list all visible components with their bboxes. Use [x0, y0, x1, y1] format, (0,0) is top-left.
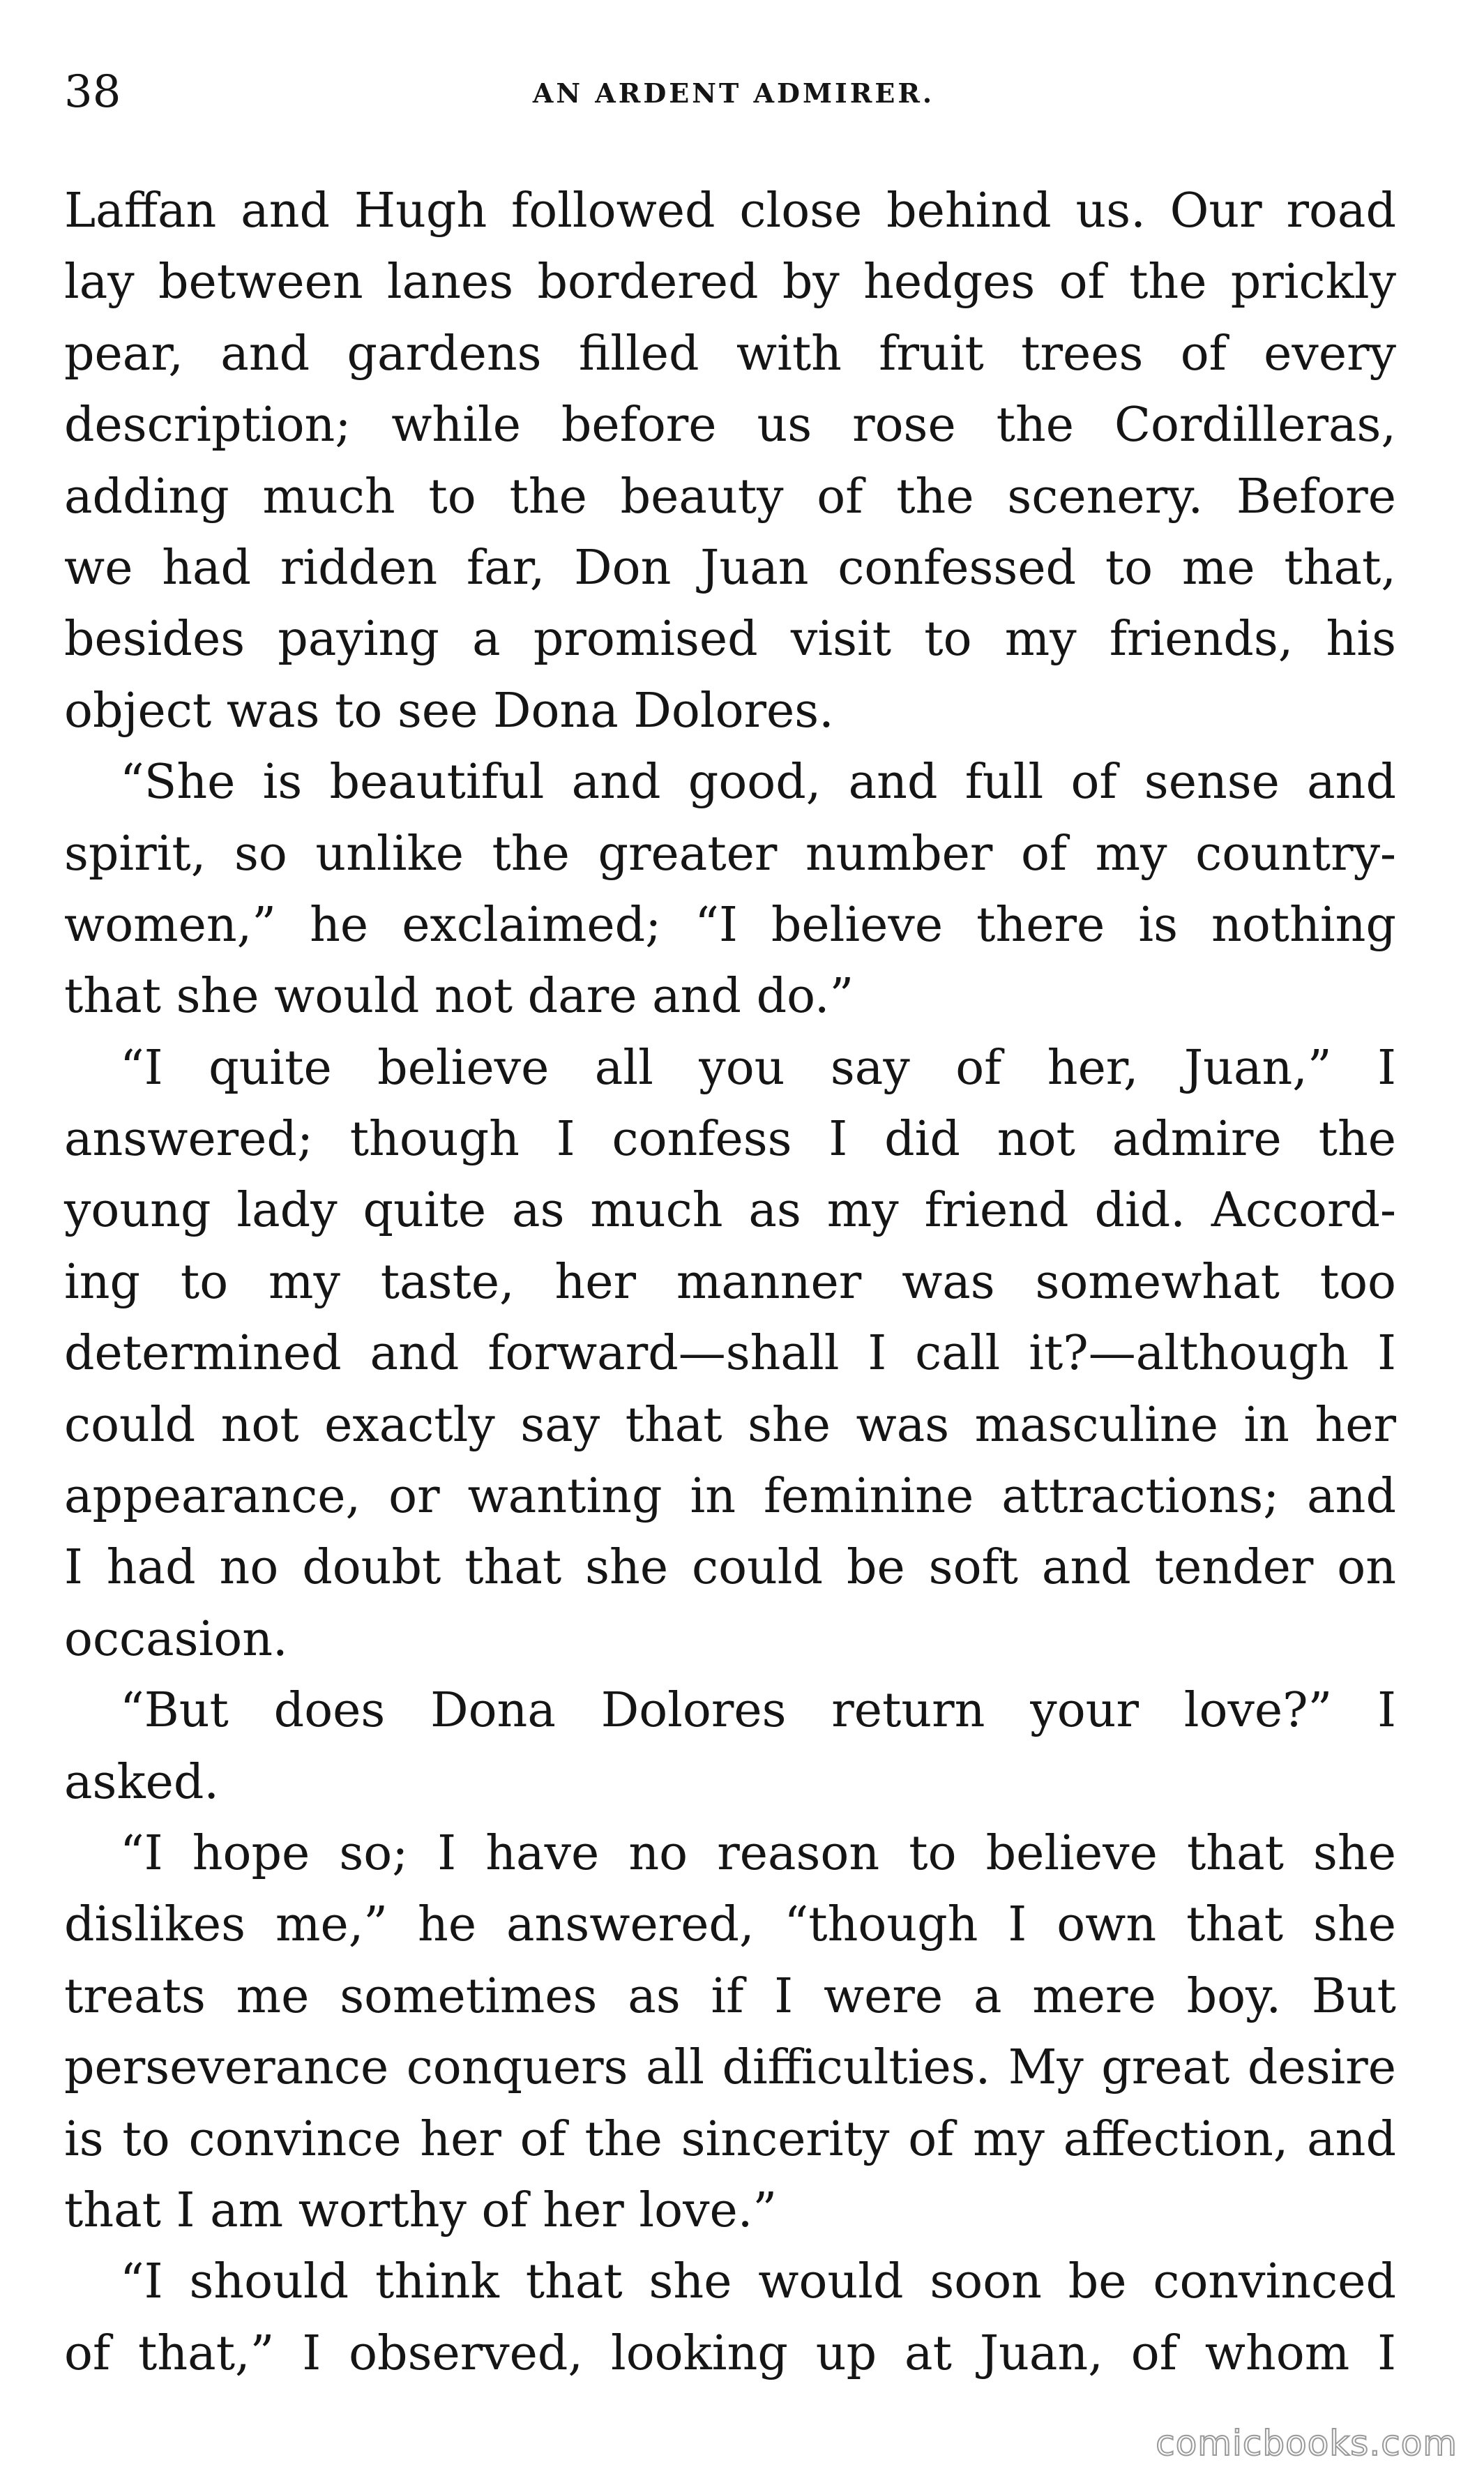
page-number: 38 — [64, 66, 121, 118]
text-line: dislikes me,” he answered, “though I own that she — [64, 1897, 1396, 1953]
body-text — [64, 176, 1396, 2390]
text-line: is to convince her of the sincerity of my affection, and — [64, 2111, 1396, 2167]
text-line: that she would not dare and do.” — [64, 969, 854, 1025]
paragraph — [64, 1033, 1396, 1676]
text-line: I had no doubt that she could be soft and tender on — [64, 1540, 1396, 1596]
text-line: treats me sometimes as if I were a mere boy. But — [64, 1968, 1396, 2024]
text-line: that I am worthy of her love.” — [64, 2182, 778, 2238]
text-line: adding much to the beauty of the scenery. Before — [64, 469, 1396, 524]
text-line: lay between lanes bordered by hedges of the prickly — [64, 255, 1396, 310]
text-line: “I quite believe all you say of her, Juan,” I — [120, 1040, 1396, 1096]
text-line: perseverance conquers all difficulties. My great desire — [64, 2040, 1396, 2096]
text-line: asked. — [64, 1754, 220, 1810]
paragraph — [64, 2247, 1396, 2390]
text-line: young lady quite as much as my friend did. Accord- — [64, 1183, 1396, 1239]
text-line: occasion. — [64, 1611, 288, 1667]
text-line: we had ridden far, Don Juan confessed to me that, — [64, 540, 1396, 596]
text-line: pear, and gardens filled with fruit trees of every — [64, 326, 1396, 382]
text-line: of that,” I observed, looking up at Juan, of whom I — [64, 2325, 1396, 2381]
text-line: Laffan and Hugh followed close behind us. Our road — [64, 183, 1396, 239]
text-line: answered; though I confess I did not admire the — [64, 1112, 1396, 1168]
text-line: spirit, so unlike the greater number of my country- — [64, 826, 1396, 882]
text-line: “I hope so; I have no reason to believe that she — [120, 1825, 1396, 1881]
text-line: women,” he exclaimed; “I believe there is nothing — [64, 897, 1396, 953]
text-line: besides paying a promised visit to my friends, his — [64, 612, 1396, 667]
running-title: AN ARDENT ADMIRER. — [532, 77, 935, 109]
watermark: comicbooks.com — [1156, 2423, 1458, 2463]
text-line: “But does Dona Dolores return your love?” I — [120, 1683, 1396, 1739]
text-line: object was to see Dona Dolores. — [64, 683, 834, 739]
paragraph — [64, 1818, 1396, 2247]
text-line: appearance, or wanting in feminine attractions; and — [64, 1469, 1396, 1525]
text-line: determined and forward—shall I call it?—although I — [64, 1326, 1396, 1382]
text-line: ing to my taste, her manner was somewhat too — [64, 1254, 1396, 1310]
text-line: description; while before us rose the Cordilleras, — [64, 398, 1396, 453]
paragraph — [64, 1675, 1396, 1818]
text-line: could not exactly say that she was masculine in her — [64, 1397, 1396, 1453]
text-line: “She is beautiful and good, and full of sense and — [120, 755, 1396, 810]
text-line: “I should think that she would soon be convinced — [120, 2254, 1396, 2310]
paragraph — [64, 747, 1396, 1033]
page-header — [64, 64, 1403, 120]
paragraph — [64, 176, 1396, 747]
